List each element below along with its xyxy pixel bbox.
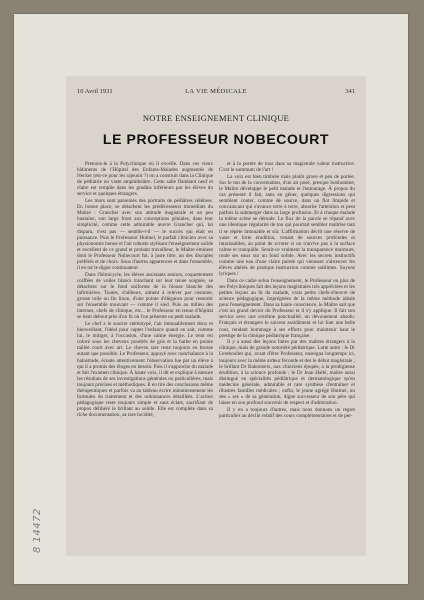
section-title: NOTRE ENSEIGNEMENT CLINIQUE	[142, 113, 290, 123]
handwritten-archive-number: 8 14472	[32, 508, 43, 553]
paragraph: Il y a aussi des leçons faites par des maîtres étrangers à la clinique, mais de grande notoriété pédiatrique. Lutte autre : le Dr Lereboullet qui, avant d'être Professeur, enseigna longtemps ici, toujours avec la même ardeur féconde et des le début magistrale ; le brillant Dr Babonneix, aux cliniciens épopée, à la prodigieuse érudition, à la science profonde ; le Dr Jean Hallé, maître aussi distingué en spécialités pédiâtrique et dermatologique qu'en médecine générale, admirable et rare synthèse d'entraîner et illustres familles médicales ; enfin, le jeune agrégé Hutinel, un des « ses » de sa génération, digne successeur de son père qui laisse en son profond souvenir de respect et d'admiration.	[219, 339, 355, 407]
journal-name: LA VIE MÉDICALE	[185, 88, 247, 95]
journal-page	[67, 77, 365, 555]
text-column-right	[219, 161, 355, 541]
paragraph: La voix est bien timbrée mais plutôt grave et peu de portée. Sur le ton de la conversation, d'un air posé, presque bonhomme, le Maître développe le petit malade et l'entourage. À propos du cas présenté il fait, sans en gêner, quelques digressions qui semblent conter, comme de source, dans un flot limpide et convaincant qui s'avance terre à terre, absorbe l'attention et peut parfois la submerger dans sa large profusion. Et à chaque malade la même scène se déroule. Le flux de la parole se répand avec une identique régularité de ton qui pourrait sembler maîtrise tant il se répète immuable et sûr. L'affirmation décrit une réserve de vaste et forte érudition, venant de sources profondes et intarissables, au point de scruter si on n'arrive pas à la surface calme et tranquille. Serait-ce vraiment la transparence murmure, roule ses eaux sur un fond solide. Avec les secrets instinctifs comme une eau d'une claire pureté qui viennent s'abreuver les élèves altérés de pratique instruction comme sublimes. Soyons lyriques !	[219, 173, 355, 278]
issue-date: 10 Avril 1931	[77, 88, 113, 95]
paragraph: Le chef a le sourire stéréotypé, l'air immuablement doux et bienveillant, l'idéal pour capter l'enfance quand on sait, comme lui, le mitiger, à l'occasion, d'une calme énergie. Le teint est coloré sous les cheveux poudrés de gris et la barbe en pointe taillée court avec art. Le cheveu rare reste toujours en brosse autant que possible. Le Professeur, appuyé avec nonchalance à la balustrade, écoute attentivement l'observation lue par un élève à qui il a promis des éloges en besoin. Puis il s'approche du malade et fait l'examen clinique. À haute voix, il dit et explique à mesure les résultats de ses investigations générales ou particulières, mais toujours précises et méthodiques. Il en tire des conclusions même thérapeutiques et parfois va au tableau écrire minutieusement les formules du traitement et des ordonnances détaillées. L'action pédagogique reste toujours simple et sans éclats, sacrifiant de propos délibéré le brillant au solide. Elle est complète dans sa riche documentation, sa rare lucidité,	[77, 320, 213, 419]
page-number: 341	[345, 88, 355, 95]
paragraph: Il y en a toujours d'autres, mais nous donnons un regret particulier au déclin relatif des cours complémentaires et de per-	[219, 406, 355, 419]
mounting-board	[14, 14, 408, 584]
article-body	[77, 161, 355, 541]
paragraph: et à la portée de tous dans sa magistrale valeur instructive. C'est le summum de l'art !	[219, 161, 355, 174]
paragraph: Dans l'hémicycle, les élèves assistants seniors, coquettement coiffées de voiles blancs tranchant sur leur tenue soignée, se détachent sur le fond uniforme de la blouse blanche des infirmières. Toutes, d'ailleurs, aiment à relever par costume, grosse toile ou fin linon, d'une pointe d'élégance pour ressortir sur l'ensemble mouvant — comme il sied. Puis au milieu des internes, chefs de clinique, etc... le Professeur en tenue d'hôpital se tient debout près d'un lit où l'on présente un petit malade.	[77, 271, 213, 321]
paragraph: Les murs sont parsemés des portraits de pédiâtres célèbres. En bonne place, se détachent les prédécesseurs immédiats du Maître : Grancher avec son attitude magistrale et un peu hautaine, son large front aux conceptions géniales, dans leur simplicité, comme cette admirable œuvre Grancher qui, lui disparu, n'est pas — semble-t-il — le succès qui était en puissance. Puis le Professeur Hutinel, le parfait clinicien avec sa physionomie bonne et l'air robuste stylisant l'enseignement solide et excellent de ce grand et probant travailleur, le Maître éminent dont le Professeur Nobecourt fut, à juste titre, un des disciples préférés et de choix. Sous d'autres apparences et dans l'ensemble, il en tut le digne continuateur.	[77, 198, 213, 272]
text-column-left	[77, 161, 213, 541]
running-header	[77, 88, 355, 98]
article-title: LE PROFESSEUR NOBECOURT	[102, 131, 330, 147]
paragraph: Dans ce cadre selon l'enseignement, le Professeur en plus de ses Polycliniques fait des leçons magistrales très appréciées et les petites leçons au lit du malade, vrais petits chefs-d'œuvre de science pédagogique, imprégnées de la même méthode idéale pour l'enseignement. Dans sa haute conscience, le Maître sait que c'est un grand devoir du Professeur et il s'y applique. Il fait son service avec une extrême ponctualité, un dévouement absolu. Français et étrangers le suivent assidûment et lui font une belle cour, rendant hommage à ses efforts pour maintenir haut le prestige de la clinique pédiatrique française.	[219, 277, 355, 339]
paragraph: Prenons-le à la Polyclinique où il excelle. Dans ces vieux bâtiments de l'Hôpital des Enfants-Malades augmentés de Necker (est-ce pour les rajeunir ?) on a construit dans la Clinique de pédiatrie un vaste amphithéâtre. Cette salle flambant neuf et claire est remplie dans les gradins inférieurs par les élèves du service et quelques étrangers.	[77, 161, 213, 198]
